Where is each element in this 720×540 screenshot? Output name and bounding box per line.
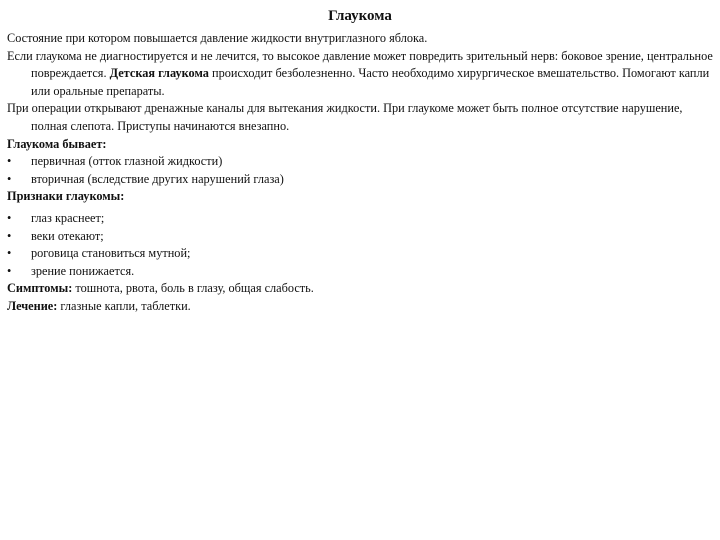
list-item: • глаз краснеет; (7, 210, 713, 228)
diagnosis-text-end: происходит безболезненно. Часто необходимо хирургическое вмешательство. Помогают капли или оральные препараты. (31, 66, 710, 98)
list-item: • веки отекают; (7, 228, 713, 246)
diagnosis-text-start: Если глаукома не диагностируется и не лечится, то высокое давление может повредить зрительный нерв: боковое зрение, центральное повреждается. (7, 48, 713, 81)
types-heading: Глаукома бывает: (7, 136, 107, 151)
list-item: • первичная (отток глазной жидкости) (7, 153, 713, 171)
surgery-paragraph: При операции открывают дренажные каналы для вытекания жидкости. При глаукоме может быть полное отсутствие нарушение, полная слепота. Приступы начинаются внезапно. (7, 101, 683, 133)
bullet-icon: • (7, 263, 12, 278)
diagnosis-paragraph (7, 48, 713, 101)
bullet-icon: • (7, 210, 12, 225)
intro-paragraph: Состояние при котором повышается давление жидкости внутриглазного яблока. (7, 31, 428, 45)
symptoms-text: тошнота, рвота, боль в глазу, общая слабость. (72, 281, 314, 296)
signs-heading: Признаки глаукомы: (7, 189, 125, 204)
list-item: • вторичная (вследствие других нарушений глаза) (7, 171, 713, 189)
childhood-glaucoma-term: Детская глаукома (109, 66, 209, 81)
bullet-icon: • (7, 154, 12, 169)
page-title: Глаукома (328, 8, 392, 24)
list-item: • зрение понижается. (7, 263, 713, 281)
symptoms-label: Симптомы: (7, 281, 73, 296)
treatment-text: глазные капли, таблетки. (57, 298, 191, 313)
bullet-icon: • (7, 228, 12, 243)
treatment-line (7, 298, 713, 316)
treatment-label: Лечение: (7, 298, 58, 313)
list-item: • роговица становиться мутной; (7, 245, 713, 263)
bullet-icon: • (7, 171, 12, 186)
slide-body (7, 30, 713, 316)
symptoms-line (7, 280, 713, 298)
bullet-icon: • (7, 246, 12, 261)
